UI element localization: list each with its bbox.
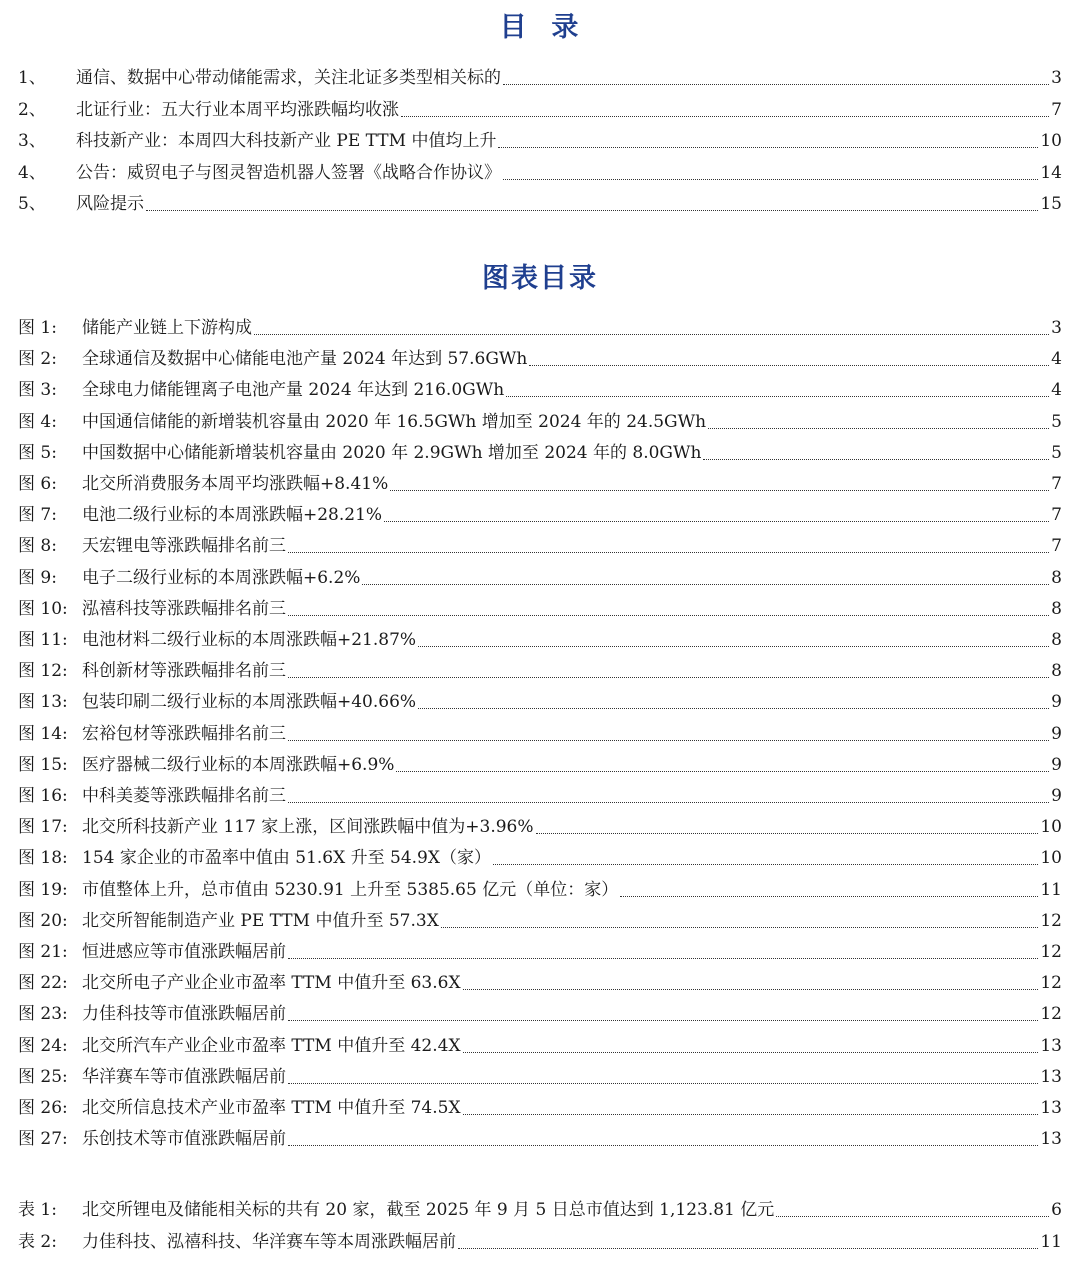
figure-text: 力佳科技等市值涨跌幅居前 xyxy=(82,1004,286,1025)
figure-entry[interactable] xyxy=(18,843,1062,869)
figure-entry[interactable] xyxy=(18,407,1062,433)
figure-page-number: 13 xyxy=(1040,1129,1062,1150)
figure-text: 全球电力储能锂离子电池产量 2024 年达到 216.0GWh xyxy=(82,380,505,401)
toc-text: 通信、数据中心带动储能需求，关注北证多类型相关标的 xyxy=(76,68,501,88)
figure-number: 图 18: xyxy=(18,848,68,869)
dot-leader xyxy=(288,551,1049,553)
toc-page-number: 14 xyxy=(1040,162,1062,183)
figure-text: 泓禧科技等涨跌幅排名前三 xyxy=(82,598,286,619)
figure-number: 图 4: xyxy=(18,411,57,432)
figure-number: 图 25: xyxy=(18,1066,68,1087)
figure-number: 图 9: xyxy=(18,567,57,588)
figure-entry[interactable] xyxy=(18,750,1062,776)
dot-leader xyxy=(536,832,1039,834)
figure-number: 图 19: xyxy=(18,879,68,900)
dot-leader xyxy=(503,178,1038,180)
figure-number: 图 14: xyxy=(18,723,68,744)
toc-number: 5、 xyxy=(18,194,46,214)
figure-page-number: 7 xyxy=(1051,505,1062,526)
dot-leader xyxy=(418,645,1049,647)
figure-number: 图 22: xyxy=(18,973,68,994)
figure-text: 电子二级行业标的本周涨跌幅+6.2% xyxy=(82,567,361,588)
toc-entry[interactable] xyxy=(18,158,1062,184)
figure-text: 市值整体上升，总市值由 5230.91 上升至 5385.65 亿元（单位：家） xyxy=(82,879,619,900)
figure-text: 中国数据中心储能新增装机容量由 2020 年 2.9GWh 增加至 2024 年的 8.0GWh xyxy=(82,442,702,463)
dot-leader xyxy=(493,863,1038,865)
figure-entry[interactable] xyxy=(18,625,1062,651)
figure-number: 图 10: xyxy=(18,598,68,619)
figure-entry[interactable] xyxy=(18,438,1062,464)
figure-number: 图 23: xyxy=(18,1004,68,1025)
figure-number: 图 7: xyxy=(18,505,57,526)
figure-text: 科创新材等涨跌幅排名前三 xyxy=(82,661,286,682)
figure-number: 图 21: xyxy=(18,942,68,962)
figure-entry[interactable] xyxy=(18,1062,1062,1088)
toc-entry[interactable] xyxy=(18,63,1062,89)
figure-entry[interactable] xyxy=(18,531,1062,557)
figure-entry[interactable] xyxy=(18,594,1062,620)
figure-entry[interactable] xyxy=(18,469,1062,495)
toc-number: 1、 xyxy=(18,68,46,88)
figure-text: 154 家企业的市盈率中值由 51.6X 升至 54.9X（家） xyxy=(82,848,491,869)
dot-leader xyxy=(529,364,1049,366)
dot-leader xyxy=(401,115,1049,117)
dot-leader xyxy=(703,458,1049,460)
figure-page-number: 12 xyxy=(1040,1004,1062,1025)
figure-page-number: 3 xyxy=(1051,318,1062,338)
figure-number: 图 15: xyxy=(18,754,68,775)
figure-entry[interactable] xyxy=(18,999,1062,1025)
table-page-number: 11 xyxy=(1040,1231,1062,1252)
figure-entry[interactable] xyxy=(18,344,1062,370)
figure-page-number: 8 xyxy=(1051,661,1062,682)
figure-text: 北交所信息技术产业市盈率 TTM 中值升至 74.5X xyxy=(82,1098,461,1118)
toc-number: 3、 xyxy=(18,131,46,151)
figure-number: 图 11: xyxy=(18,630,68,650)
figure-entry[interactable] xyxy=(18,656,1062,682)
figure-entry[interactable] xyxy=(18,1093,1062,1119)
figure-text: 中科美菱等涨跌幅排名前三 xyxy=(82,786,286,806)
table-number: 表 2: xyxy=(18,1231,57,1252)
figure-text: 北交所消费服务本周平均涨跌幅+8.41% xyxy=(82,474,389,494)
toc-text: 风险提示 xyxy=(76,194,144,214)
toc-text: 北证行业：五大行业本周平均涨跌幅均收涨 xyxy=(76,99,399,120)
figure-page-number: 4 xyxy=(1051,380,1062,401)
figure-page-number: 12 xyxy=(1040,973,1062,994)
figure-number: 图 12: xyxy=(18,661,68,682)
dot-leader xyxy=(288,1019,1038,1021)
figure-page-number: 9 xyxy=(1051,754,1062,775)
figure-number: 图 5: xyxy=(18,442,57,463)
figure-entry[interactable] xyxy=(18,875,1062,901)
figure-number: 图 3: xyxy=(18,380,57,401)
dot-leader xyxy=(288,614,1049,616)
figure-text: 恒进感应等市值涨跌幅居前 xyxy=(82,942,286,962)
toc-page-number: 7 xyxy=(1051,99,1062,120)
figure-page-number: 7 xyxy=(1051,536,1062,557)
dot-leader xyxy=(463,1113,1039,1115)
figure-number: 图 6: xyxy=(18,474,57,494)
figure-page-number: 5 xyxy=(1051,442,1062,463)
dot-leader xyxy=(288,676,1049,678)
toc-number: 2、 xyxy=(18,99,46,120)
figure-number: 图 16: xyxy=(18,786,68,806)
dot-leader xyxy=(362,583,1049,585)
toc-text: 公告：威贸电子与图灵智造机器人签署《战略合作协议》 xyxy=(76,162,501,183)
figure-entry[interactable] xyxy=(18,375,1062,401)
figure-text: 华洋赛车等市值涨跌幅居前 xyxy=(82,1066,286,1087)
figure-text: 天宏锂电等涨跌幅排名前三 xyxy=(82,536,286,557)
toc-number: 4、 xyxy=(18,162,46,183)
figure-text: 中国通信储能的新增装机容量由 2020 年 16.5GWh 增加至 2024 年的 24.5GWh xyxy=(82,411,707,432)
dot-leader xyxy=(254,333,1049,335)
table-text: 北交所锂电及储能相关标的共有 20 家，截至 2025 年 9 月 5 日总市值达到 1,123.81 亿元 xyxy=(82,1200,775,1220)
toc-page-number: 3 xyxy=(1051,68,1062,88)
figure-page-number: 9 xyxy=(1051,723,1062,744)
figure-text: 北交所汽车产业企业市盈率 TTM 中值升至 42.4X xyxy=(82,1035,461,1056)
figure-entry[interactable] xyxy=(18,500,1062,526)
figure-entry[interactable] xyxy=(18,1031,1062,1057)
figure-entry[interactable] xyxy=(18,781,1062,807)
figure-page-number: 12 xyxy=(1040,942,1062,962)
figure-number: 图 13: xyxy=(18,692,68,713)
figure-text: 乐创技术等市值涨跌幅居前 xyxy=(82,1129,286,1150)
figure-number: 图 24: xyxy=(18,1035,68,1056)
figure-entry[interactable] xyxy=(18,563,1062,589)
figure-entry[interactable] xyxy=(18,968,1062,994)
dot-leader xyxy=(390,489,1049,491)
figure-number: 图 20: xyxy=(18,910,68,931)
figure-list-title: 图表目录 xyxy=(482,263,598,294)
dot-leader xyxy=(620,895,1038,897)
table-page-number: 6 xyxy=(1051,1200,1062,1220)
figure-page-number: 7 xyxy=(1051,474,1062,494)
figure-page-number: 11 xyxy=(1040,879,1062,900)
figure-number: 图 17: xyxy=(18,817,68,838)
figure-text: 储能产业链上下游构成 xyxy=(82,318,252,338)
figure-entry[interactable] xyxy=(18,313,1062,339)
figure-page-number: 10 xyxy=(1040,817,1062,838)
dot-leader xyxy=(776,1215,1049,1217)
figure-page-number: 13 xyxy=(1040,1035,1062,1056)
figure-page-number: 8 xyxy=(1051,630,1062,650)
toc-entry[interactable] xyxy=(18,126,1062,152)
figure-number: 图 2: xyxy=(18,349,57,370)
figure-text: 宏裕包材等涨跌幅排名前三 xyxy=(82,723,286,744)
figure-text: 包装印刷二级行业标的本周涨跌幅+40.66% xyxy=(82,692,417,713)
figure-text: 医疗器械二级行业标的本周涨跌幅+6.9% xyxy=(82,754,395,775)
dot-leader xyxy=(458,1247,1038,1249)
figure-entry[interactable] xyxy=(18,719,1062,745)
toc-page-number: 15 xyxy=(1040,194,1062,214)
dot-leader xyxy=(396,770,1049,772)
figure-entry[interactable] xyxy=(18,1124,1062,1150)
figure-page-number: 13 xyxy=(1040,1066,1062,1087)
toc-text: 科技新产业：本周四大科技新产业 PE TTM 中值均上升 xyxy=(76,131,497,151)
figure-page-number: 8 xyxy=(1051,567,1062,588)
table-entry[interactable] xyxy=(18,1227,1062,1253)
dot-leader xyxy=(384,520,1049,522)
dot-leader xyxy=(498,146,1038,148)
figure-number: 图 1: xyxy=(18,318,57,338)
figure-page-number: 8 xyxy=(1051,598,1062,619)
toc-title: 目 录 xyxy=(499,12,581,43)
figure-page-number: 13 xyxy=(1040,1098,1062,1118)
dot-leader xyxy=(288,1082,1038,1084)
dot-leader xyxy=(418,707,1049,709)
figure-entry[interactable] xyxy=(18,906,1062,932)
dot-leader xyxy=(288,739,1049,741)
figure-number: 图 27: xyxy=(18,1129,68,1150)
table-number: 表 1: xyxy=(18,1200,57,1220)
figure-entry[interactable] xyxy=(18,812,1062,838)
dot-leader xyxy=(288,1144,1038,1146)
dot-leader xyxy=(463,1051,1039,1053)
figure-page-number: 9 xyxy=(1051,692,1062,713)
figure-number: 图 8: xyxy=(18,536,57,557)
toc-entry[interactable] xyxy=(18,95,1062,121)
table-entry[interactable] xyxy=(18,1195,1062,1221)
dot-leader xyxy=(288,957,1038,959)
figure-text: 全球通信及数据中心储能电池产量 2024 年达到 57.6GWh xyxy=(82,349,528,370)
figure-text: 电池材料二级行业标的本周涨跌幅+21.87% xyxy=(82,630,417,650)
figure-text: 北交所智能制造产业 PE TTM 中值升至 57.3X xyxy=(82,910,439,931)
dot-leader xyxy=(441,926,1039,928)
figure-page-number: 4 xyxy=(1051,349,1062,370)
figure-entry[interactable] xyxy=(18,687,1062,713)
figure-page-number: 5 xyxy=(1051,411,1062,432)
toc-page-number: 10 xyxy=(1040,131,1062,151)
figure-text: 北交所科技新产业 117 家上涨，区间涨跌幅中值为+3.96% xyxy=(82,817,534,838)
dot-leader xyxy=(503,83,1049,85)
figure-page-number: 9 xyxy=(1051,786,1062,806)
figure-page-number: 10 xyxy=(1040,848,1062,869)
table-text: 力佳科技、泓禧科技、华洋赛车等本周涨跌幅居前 xyxy=(82,1231,456,1252)
figure-page-number: 12 xyxy=(1040,910,1062,931)
dot-leader xyxy=(463,988,1039,990)
dot-leader xyxy=(288,801,1049,803)
dot-leader xyxy=(146,209,1038,211)
figure-entry[interactable] xyxy=(18,937,1062,963)
figure-number: 图 26: xyxy=(18,1098,68,1118)
dot-leader xyxy=(708,427,1049,429)
figure-text: 电池二级行业标的本周涨跌幅+28.21% xyxy=(82,505,383,526)
figure-text: 北交所电子产业企业市盈率 TTM 中值升至 63.6X xyxy=(82,973,461,994)
toc-entry[interactable] xyxy=(18,189,1062,215)
dot-leader xyxy=(506,395,1049,397)
